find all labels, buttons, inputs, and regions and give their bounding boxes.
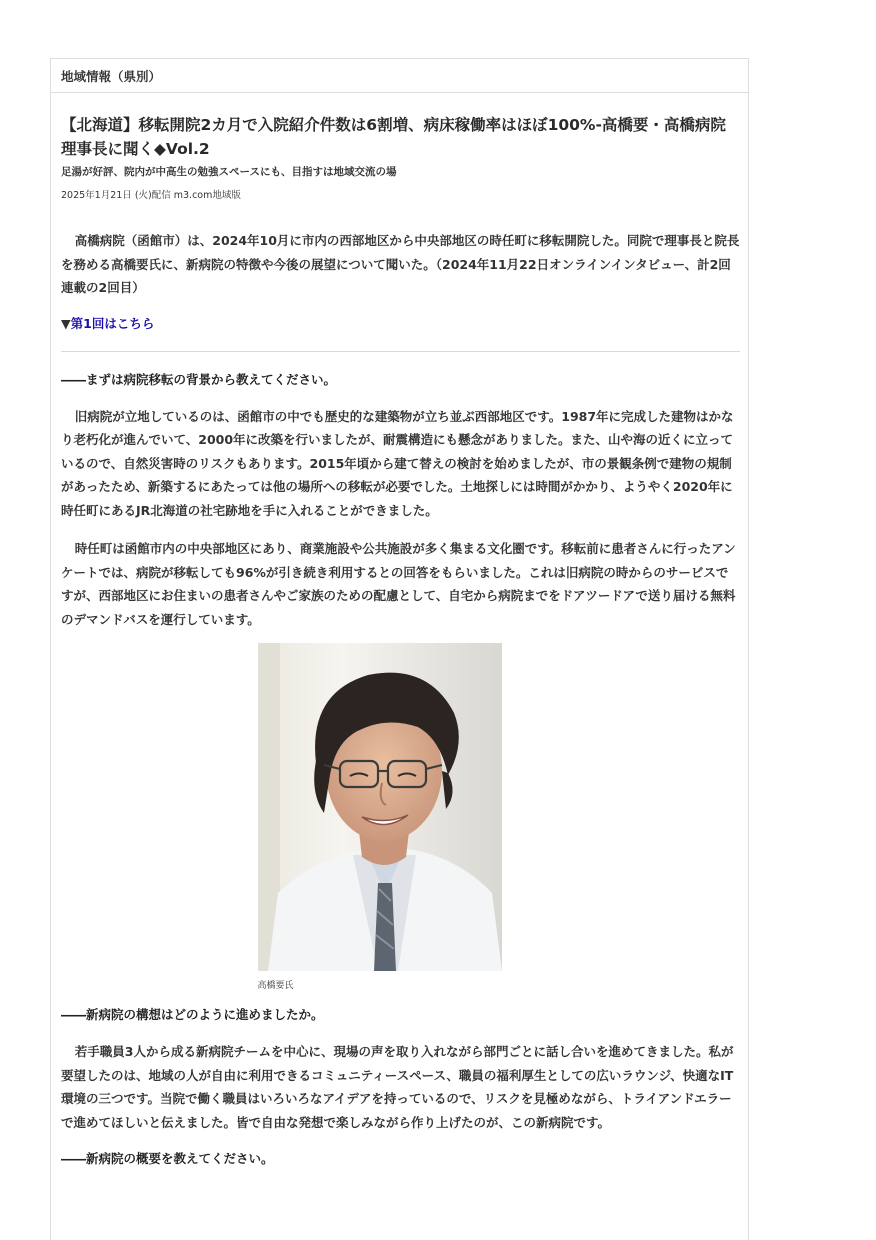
question-1: ――まずは病院移転の背景から教えてください。 <box>61 371 337 387</box>
triangle-down-icon: ▼ <box>61 315 71 331</box>
portrait-photo <box>258 643 502 971</box>
question-3: ――新病院の概要を教えてください。 <box>61 1151 274 1166</box>
answer-1-paragraph-2: 時任町は函館市内の中央部地区にあり、商業施設や公共施設が多く集まる文化圏です。移転前に患者さんに行ったアンケートでは、病院が移転しても96%が引き続き利用するとの回答をもらいました。これは旧病院の時からのサービスですが、西部地区にお住まいの患者さんやご家族のための配慮として、自宅から病院までをドアツードアで送り届ける無料のデマンドバスを運行しています。 <box>61 541 736 627</box>
answer-1-paragraph-1: 旧病院が立地しているのは、函館市の中でも歴史的な建築物が立ち並ぶ西部地区です。1987年に完成した建物はかなり老朽化が進んでいて、2000年に改築を行いましたが、耐震構造にも懸念がありました。また、山や海の近くに立っているので、自然災害時のリスクもあります。2015年頃から建て替えの検討を始めましたが、市の景観条例で建物の規制があったため、新築するにあたっては他の場所への移転が必要でした。土地探しには時間がかかり、ようやく2020年に時任町にあるJR北海道の社宅跡地を手に入れることができました。 <box>61 408 734 518</box>
photo-caption: 高橋要氏 <box>257 981 294 991</box>
lead-paragraph: 高橋病院（函館市）は、2024年10月に市内の西部地区から中央部地区の時任町に移転開院した。同院で理事長と院長を務める高橋要氏に、新病院の特徴や今後の展望について聞いた。（2024年11月22日オンラインインタビュー、計2回連載の2回目） <box>61 233 740 295</box>
article-subtitle: 足湯が好評、院内が中高生の勉強スペースにも、目指すは地域交流の場 <box>61 166 397 178</box>
prev-article-link-line <box>61 314 740 332</box>
article-body <box>51 113 748 1170</box>
article-container <box>50 58 749 1240</box>
divider <box>61 351 740 352</box>
article-title: 【北海道】移転開院2カ月で入院紹介件数は6割増、病床稼働率はほぼ100%-高橋要・高橋病院理事長に聞く◆Vol.2 <box>61 116 726 158</box>
answer-2-paragraph-1: 若手職員3人から成る新病院チームを中心に、現場の声を取り入れながら部門ごとに話し合いを進めてきました。私が要望したのは、地域の人が自由に利用できるコミュニティースペース、職員の福利厚生としての広いラウンジ、快適なIT環境の三つです。当院で働く職員はいろいろなアイデアを持っているので、リスクを見極めながら、トライアンドエラーで進めてほしいと伝えました。皆で自由な発想で楽しみながら作り上げたのが、この新病院です。 <box>61 1044 734 1130</box>
article-meta: 2025年1月21日 (火)配信 m3.com地域版 <box>61 190 241 201</box>
question-2: ――新病院の構想はどのように進めましたか。 <box>61 1007 324 1022</box>
prev-article-link[interactable]: 第1回はこちら <box>70 315 155 331</box>
portrait-figure <box>258 643 502 991</box>
category-header: 地域情報（県別） <box>51 59 748 93</box>
